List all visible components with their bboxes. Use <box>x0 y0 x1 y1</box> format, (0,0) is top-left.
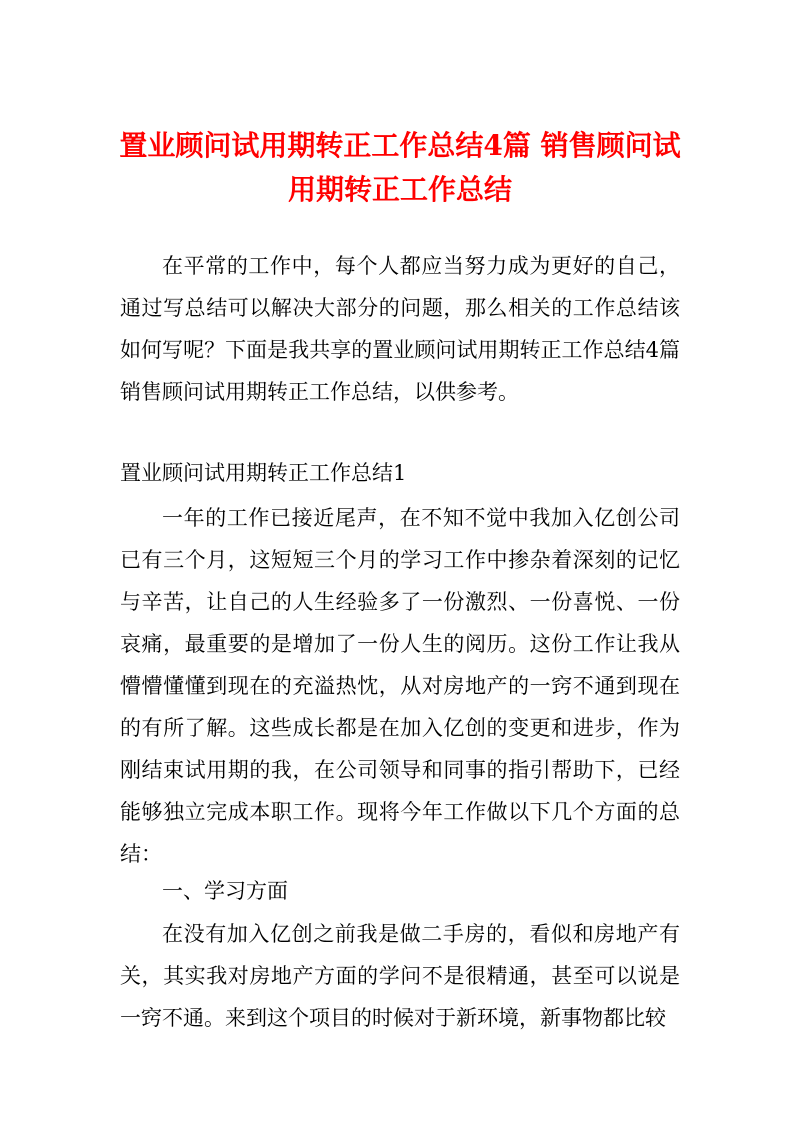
intro-text: 在平常的工作中，每个人都应当努力成为更好的自己，通过写总结可以解决大部分的问题，那么相关的工作总结该如何写呢？下面是我共享的置业顾问试用期转正工作总结4篇 销售顾问试用期转正工作总结，以供参考。 <box>120 254 680 404</box>
paragraph-2-text: 在没有加入亿创之前我是做二手房的，看似和房地产有关，其实我对房地产方面的学问不是很精通，甚至可以说是一窍不通。来到这个项目的时候对于新环境，新事物都比较 <box>120 922 680 1030</box>
document-title: 置业顾问试用期转正工作总结4篇 销售顾问试用期转正工作总结 <box>119 129 681 206</box>
subheading-1-text: 一、学习方面 <box>162 879 288 903</box>
intro-paragraph <box>120 245 680 413</box>
subheading-1 <box>120 870 680 912</box>
section-heading-text: 置业顾问试用期转正工作总结1 <box>120 461 407 485</box>
paragraph-1 <box>120 497 680 875</box>
paragraph-2 <box>120 913 680 1039</box>
section-heading <box>120 452 680 494</box>
paragraph-1-text: 一年的工作已接近尾声，在不知不觉中我加入亿创公司已有三个月，这短短三个月的学习工作中掺杂着深刻的记忆与辛苦，让自己的人生经验多了一份激烈、一份喜悦、一份哀痛，最重要的是增加了一份人生的阅历。这份工作让我从懵懵懂懂到现在的充溢热忱，从对房地产的一窍不通到现在的有所了解。这些成长都是在加入亿创的变更和进步，作为刚结束试用期的我，在公司领导和同事的指引帮助下，已经能够独立完成本职工作。现将今年工作做以下几个方面的总结： <box>120 506 680 866</box>
